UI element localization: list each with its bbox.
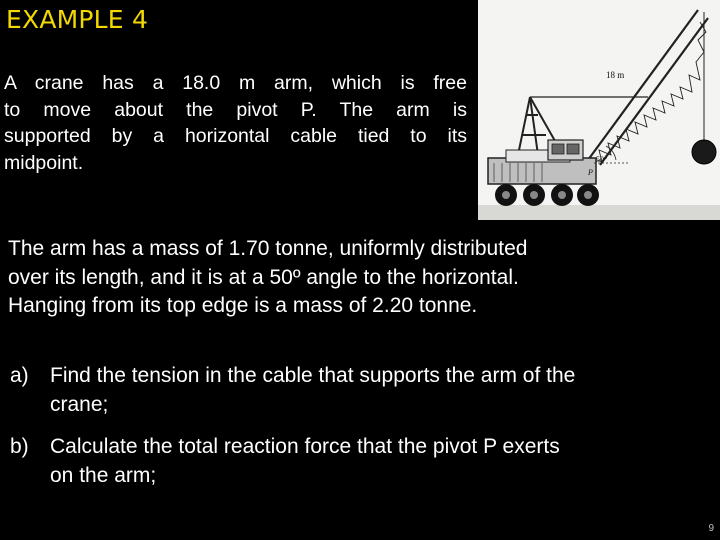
question-marker: a) bbox=[10, 364, 29, 387]
question-line: Calculate the total reaction force that the pivot P exerts bbox=[50, 435, 560, 458]
pivot-label: P bbox=[588, 168, 593, 177]
body-line: over its length, and it is at a 50º angle to the horizontal. bbox=[8, 265, 519, 289]
intro-line: to move about the pivot P. The arm is bbox=[4, 98, 467, 121]
question-list bbox=[10, 362, 715, 504]
question-line: on the arm; bbox=[50, 463, 157, 487]
intro-line: A crane has a 18.0 m arm, which is free bbox=[4, 72, 467, 94]
angle-label: 50° bbox=[596, 155, 608, 164]
intro-line: supported by a horizontal cable tied to its bbox=[4, 125, 467, 147]
slide-title: EXAMPLE 4 bbox=[6, 5, 149, 34]
hanging-mass bbox=[692, 140, 716, 164]
body-paragraph bbox=[8, 235, 708, 321]
question-marker: b) bbox=[10, 435, 29, 458]
figure-background bbox=[478, 0, 720, 220]
question-item bbox=[10, 362, 715, 419]
crane-figure bbox=[478, 0, 720, 220]
question-line: crane; bbox=[50, 392, 109, 416]
arm-length-label: 18 m bbox=[606, 70, 625, 80]
body-line: Hanging from its top edge is a mass of 2.20 tonne. bbox=[8, 294, 478, 317]
question-item bbox=[10, 433, 715, 490]
page-number: 9 bbox=[708, 523, 714, 534]
question-line: Find the tension in the cable that supports the arm of the bbox=[50, 364, 576, 387]
intro-paragraph bbox=[4, 70, 467, 176]
ground bbox=[478, 205, 720, 220]
intro-line: midpoint. bbox=[4, 151, 84, 174]
body-line: The arm has a mass of 1.70 tonne, uniformly distributed bbox=[8, 237, 528, 260]
